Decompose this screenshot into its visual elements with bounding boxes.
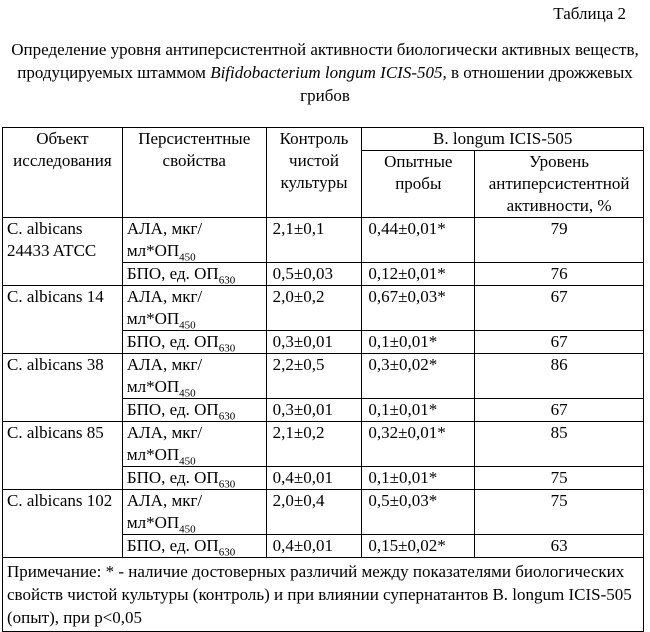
bpo-subscript: 630 xyxy=(218,410,236,423)
cell-control: 0,4±0,01 xyxy=(266,467,362,490)
cell-object: C. albicans 24433 ATCC xyxy=(3,218,123,286)
cell-level: 67 xyxy=(475,399,644,422)
cell-object: C. albicans 38 xyxy=(3,354,123,422)
cell-property-bpo xyxy=(122,467,266,490)
cell-control: 0,3±0,01 xyxy=(266,399,362,422)
cell-sample: 0,1±0,01* xyxy=(362,331,475,354)
bpo-subscript: 630 xyxy=(218,478,236,491)
table-row xyxy=(3,490,644,535)
ala-label: АЛА, мкг/мл*ОП xyxy=(126,423,203,464)
ala-label: АЛА, мкг/мл*ОП xyxy=(126,287,203,328)
table-body xyxy=(3,218,644,558)
bpo-subscript: 630 xyxy=(218,274,236,287)
cell-object: C. albicans 102 xyxy=(3,490,123,558)
bpo-label: БПО, ед. ОП xyxy=(126,536,219,555)
cell-level: 79 xyxy=(475,218,644,263)
ala-subscript: 450 xyxy=(179,251,196,264)
cell-sample: 0,1±0,01* xyxy=(362,399,475,422)
cell-sample: 0,44±0,01* xyxy=(362,218,475,263)
bpo-label: БПО, ед. ОП xyxy=(126,264,219,283)
cell-control: 0,5±0,03 xyxy=(266,263,362,286)
cell-control: 2,0±0,4 xyxy=(266,490,362,535)
cell-level: 76 xyxy=(475,263,644,286)
cell-sample: 0,3±0,02* xyxy=(362,354,475,399)
title-part1: Определение уровня антиперсистентной активности биологически активных веществ, продуцируемых штаммом xyxy=(11,40,639,82)
table-title xyxy=(0,38,650,107)
cell-object: C. albicans 85 xyxy=(3,422,123,490)
ala-label: АЛА, мкг/мл*ОП xyxy=(126,491,203,532)
header-samples: Опытные пробы xyxy=(362,151,475,218)
cell-property-ala xyxy=(122,218,266,263)
ala-subscript: 450 xyxy=(179,319,196,332)
cell-level: 75 xyxy=(475,467,644,490)
cell-property-ala xyxy=(122,490,266,535)
cell-property-bpo xyxy=(122,399,266,422)
cell-level: 67 xyxy=(475,331,644,354)
ala-subscript: 450 xyxy=(179,387,196,400)
cell-sample: 0,12±0,01* xyxy=(362,263,475,286)
cell-sample: 0,67±0,03* xyxy=(362,286,475,331)
bpo-label: БПО, ед. ОП xyxy=(126,468,219,487)
ala-subscript: 450 xyxy=(179,523,196,536)
cell-control: 0,4±0,01 xyxy=(266,535,362,558)
ala-subscript: 450 xyxy=(179,455,196,468)
cell-control: 0,3±0,01 xyxy=(266,331,362,354)
cell-property-bpo xyxy=(122,331,266,354)
table-number: Таблица 2 xyxy=(553,4,626,23)
table-row xyxy=(3,422,644,467)
bpo-label: БПО, ед. ОП xyxy=(126,332,219,351)
cell-property-ala xyxy=(122,422,266,467)
header-level: Уровень антиперсистентной активности, % xyxy=(475,151,644,218)
bpo-label: БПО, ед. ОП xyxy=(126,400,219,419)
bpo-subscript: 630 xyxy=(218,342,236,355)
cell-property-ala xyxy=(122,286,266,331)
cell-level: 86 xyxy=(475,354,644,399)
cell-control: 2,1±0,1 xyxy=(266,218,362,263)
ala-label: АЛА, мкг/мл*ОП xyxy=(126,219,203,260)
table-row xyxy=(3,354,644,399)
header-strain: B. longum ICIS-505 xyxy=(362,128,644,151)
cell-level: 85 xyxy=(475,422,644,467)
table-row xyxy=(3,218,644,263)
cell-level: 67 xyxy=(475,286,644,331)
table-row xyxy=(3,286,644,331)
header-control: Контроль чистой культуры xyxy=(266,128,362,218)
cell-sample: 0,32±0,01* xyxy=(362,422,475,467)
cell-sample: 0,5±0,03* xyxy=(362,490,475,535)
cell-level: 75 xyxy=(475,490,644,535)
cell-control: 2,0±0,2 xyxy=(266,286,362,331)
title-species: Bifidobacterium longum ICIS-505, xyxy=(210,63,447,82)
cell-control: 2,2±0,5 xyxy=(266,354,362,399)
cell-property-bpo xyxy=(122,535,266,558)
ala-label: АЛА, мкг/мл*ОП xyxy=(126,355,203,396)
header-object: Объект исследования xyxy=(3,128,123,218)
cell-property-ala xyxy=(122,354,266,399)
cell-sample: 0,15±0,02* xyxy=(362,535,475,558)
bpo-subscript: 630 xyxy=(218,546,236,559)
title-part2: в отношении дрожжевых грибов xyxy=(300,63,633,105)
cell-object: C. albicans 14 xyxy=(3,286,123,354)
header-properties: Персистентные свойства xyxy=(122,128,266,218)
table-note: Примечание: * - наличие достоверных различий между показателями биологических свойств чистой культуры (контроль) и при влиянии супернатантов B. longum ICIS-505 (опыт), при p<0,05 xyxy=(3,558,644,632)
cell-control: 2,1±0,2 xyxy=(266,422,362,467)
data-table xyxy=(2,127,644,632)
cell-sample: 0,1±0,01* xyxy=(362,467,475,490)
cell-property-bpo xyxy=(122,263,266,286)
cell-level: 63 xyxy=(475,535,644,558)
